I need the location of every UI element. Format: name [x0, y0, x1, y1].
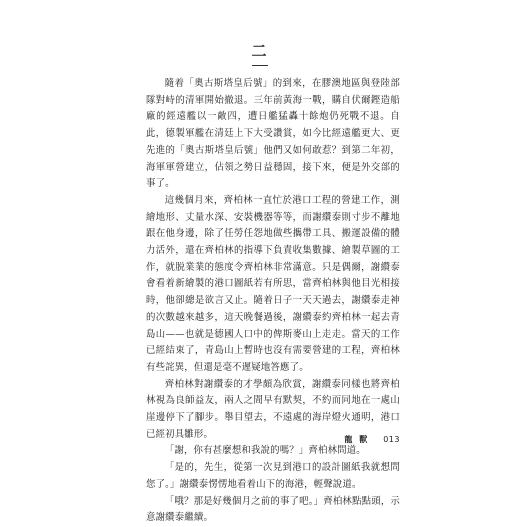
paragraph: 「哦？那是好幾個月之前的事了吧。」齊柏林點點頭，示意謝纘泰繼續。	[146, 495, 400, 524]
page-footer	[344, 434, 400, 445]
running-title: 龍 獸	[344, 435, 370, 444]
paragraph: 隨着「奧古斯塔皇后號」的到來，在膠澳地區與登陸部隊對峙的清軍開始撤退。三年前黃海一戰，購自伏爾鏗造船廠的經遠艦以一敵四，遭日艦猛轟十餘炮仍死戰不退。自此，德製軍艦在清廷上下大受讚賞，如今比經遠艦更大、更先進的「奧古斯塔皇后號」他們又如何敢惹？到第二年初，海軍軍營建立，佔領之勢日益穩固，接下來，便是外交部的事了。	[146, 78, 400, 190]
chapter-heading: 二	[251, 42, 269, 60]
paragraph: 齊柏林對謝纘泰的才學頗為欣賞，謝纘泰同樣也將齊柏林視為良師益友，兩人之間早有默契，不約而同地在一處山崖邊停下了腳步。舉目望去，不遠處的海岸燈火通明，港口已經初具雛形。	[146, 378, 400, 440]
body-text	[146, 76, 400, 527]
paragraph: 「是的，先生，從第一次見到港口的設計圖紙我就想問您了。」謝纘泰愣愣地看着山下的海港，輕聲說道。	[146, 462, 400, 490]
paragraph: 「謝，你有甚麼想和我說的嗎？」齊柏林問道。	[164, 445, 366, 457]
paragraph: 這幾個月來，齊柏林一直忙於港口工程的營建工作，測繪地形、丈量水深、安裝機器等等，而謝纘泰則寸步不離地跟在他身邊，除了任勞任怨地做些攜帶工具、搬運設備的體力活外，還在齊柏林的指導下負責收集數據、繪製草圖的工作，就脱業業的態度令齊柏林非常滿意。只是偶爾，謝纘泰會看着新繪製的港口圖紙若有所思，當齊柏林與他目光相接時，他卻總是欲言又止。隨着日子一天天過去，謝纘泰走神的次數越來越多，這天晚餐過後，謝纘泰約齊柏林一起去青島山——也就是德國人口中的俾斯麥山上走走。當天的工作已經結束了，青島山上暫時也沒有需要營建的工程，齊柏林有些詫異，但還是毫不遲疑地答應了。	[146, 194, 400, 373]
page-number: 013	[383, 435, 400, 444]
chapter-underline	[252, 65, 268, 66]
